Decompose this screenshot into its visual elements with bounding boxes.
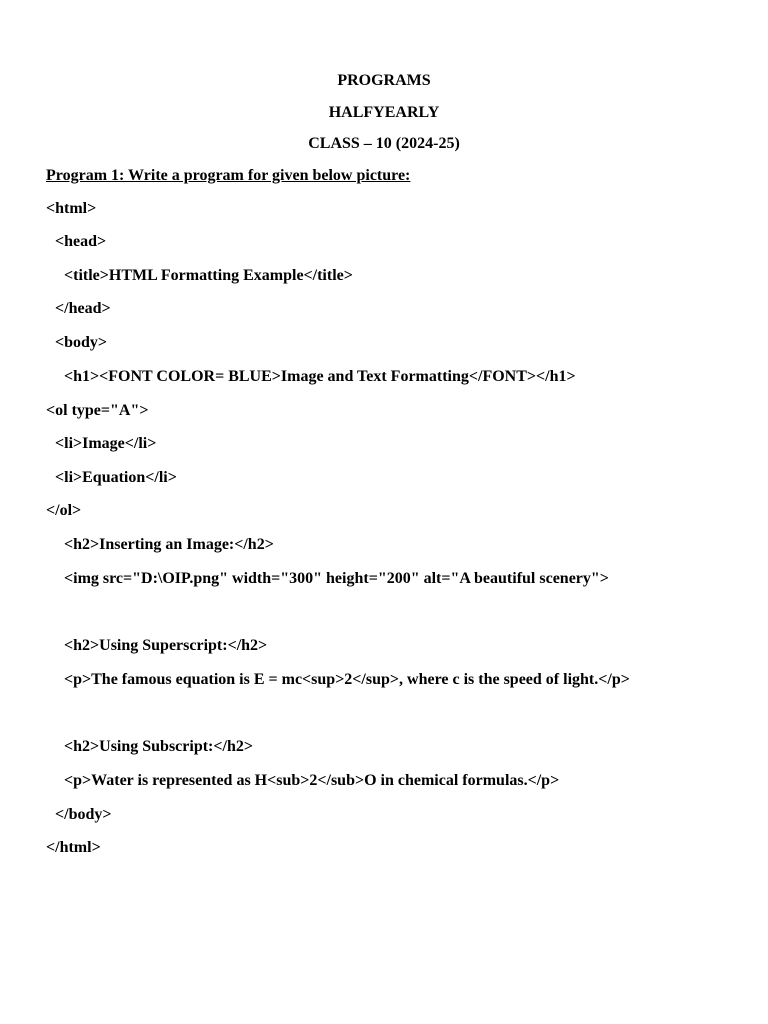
code-line: <li>Equation</li> (55, 469, 177, 486)
code-line: <h2>Using Superscript:</h2> (64, 637, 268, 654)
code-line: <p>Water is represented as H<sub>2</sub>O in chemical formulas.</p> (64, 772, 560, 789)
code-line: <h1><FONT COLOR= BLUE>Image and Text Formatting</FONT></h1> (64, 368, 576, 385)
document-subtitle: HALFYEARLY (328, 104, 440, 121)
document-title: PROGRAMS (337, 72, 431, 89)
code-line: <li>Image</li> (55, 435, 157, 452)
code-line: <img src="D:\OIP.png" width="300" height="200" alt="A beautiful scenery"> (64, 570, 609, 587)
code-line: <html> (46, 200, 97, 217)
code-line: <p>The famous equation is E = mc<sup>2</sup>, where c is the speed of light.</p> (64, 671, 630, 688)
code-line: </body> (55, 806, 112, 823)
code-line: <h2>Inserting an Image:</h2> (64, 536, 274, 553)
class-line: CLASS – 10 (2024-25) (308, 135, 460, 152)
program-heading: Program 1: Write a program for given below picture: (46, 167, 411, 184)
code-line: <ol type="A"> (46, 402, 149, 419)
code-line: <body> (55, 334, 108, 351)
code-line: <h2>Using Subscript:</h2> (64, 738, 253, 755)
code-line: <head> (55, 233, 107, 250)
code-line: </head> (55, 300, 111, 317)
code-line: </ol> (46, 502, 82, 519)
code-line: </html> (46, 839, 101, 856)
code-line: <title>HTML Formatting Example</title> (64, 267, 353, 284)
